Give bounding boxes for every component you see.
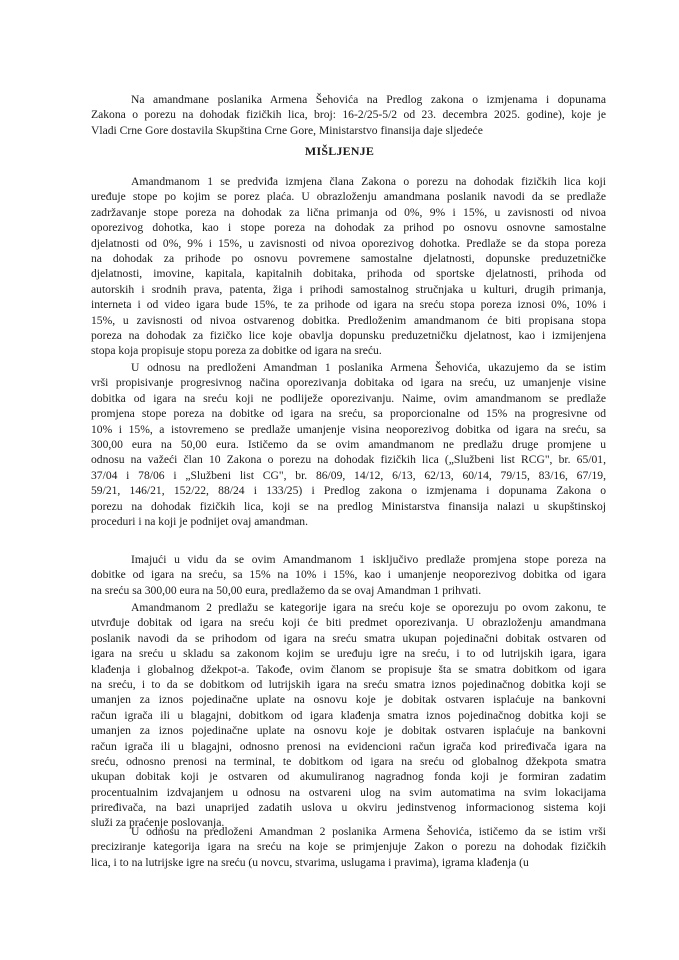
text-line: preciziranje kategorija igara na sreću na koje se primjenjuje Zakon o porezu na dohodak fizičkih bbox=[91, 840, 606, 854]
text-line: stopa koja propisuje stopu poreza za dobitke od igara na sreću. bbox=[91, 344, 382, 358]
text-line: Imajući u vidu da se ovim Amandmanom 1 isključivo predlaže promjena stope poreza na bbox=[131, 553, 606, 566]
document-title: MIŠLJENJE bbox=[304, 144, 375, 158]
text-line: ukupan dobitak koji je ostvaren od akumuliranog nagradnog fonda koji je formiran zadatim bbox=[91, 770, 606, 784]
text-line: procentualnim izdvajanjem u odnosu na ostvareni ulog na svim automatima na svim lokacijama bbox=[91, 785, 606, 799]
text-line: 15%, u zavisnosti od nivoa ostvarenog dobitka. Predloženim amandmanom će biti propisana stopa bbox=[91, 313, 606, 327]
text-line: promjena stope poreza na dobitke od igara na sreću, sa proporcionalne od 15% na progresivne od bbox=[91, 407, 606, 421]
text-line: autorskih i srodnih prava, patenta, žiga i prihodi samostalnog stručnjaka u kulturi, drugih primanja, bbox=[91, 282, 606, 296]
text-line: zadržavanje stope poreza na dohodak za lična primanja od 0%, 9% i 15%, u zavisnosti od nivoa bbox=[91, 205, 606, 219]
text-line: proceduri i na koji je podnijet ovaj amandman. bbox=[91, 514, 308, 528]
text-line: igara na sreću u skladu sa zakonom kojim se uređuju igre na sreću, i to od lutrijskih igara, igara bbox=[91, 647, 606, 661]
text-line: odnosu na važeći član 10 Zakona o porezu na dohodak fizičkih lica („Službeni list RCG", br. 65/01, bbox=[91, 453, 606, 467]
intro-paragraph bbox=[91, 92, 606, 138]
text-line: klađenja i globalnog džekpot-a. Takođe, ovim članom se propisuje šta se smatra dobitkom od igara bbox=[91, 662, 606, 676]
text-line: 300,00 eura na 50,00 eura. Ističemo da se ovim amandmanom ne predlažu druge promjene u bbox=[91, 437, 606, 451]
paragraph-amendment-1-conclusion bbox=[91, 552, 606, 598]
text-line: 10% i 15%, a istovremeno se predlaže umanjenje visina neoporezivog dobitka od igara na sreću, sa bbox=[91, 422, 606, 436]
text-line: sreću, odnosno prenosi na terminal, te dobitkom od igara na sreću od globalnog džekpota smatra bbox=[91, 754, 606, 768]
text-line: vrši propisivanje progresivnog načina oporezivanja dobitaka od igara na sreću, uz umanjenje visine bbox=[91, 376, 606, 390]
text-line: porezu na dohodak fizičkih lica, koji se na predlog Ministarstva finansija nalazi u skupštinskoj bbox=[91, 499, 606, 513]
text-line: dobitke od igara na sreću, sa 15% na 10% i 15%, kao i umanjenje neoporezivog dobitka od igara bbox=[91, 568, 606, 582]
text-line: račun igrača ili u blagajni, odnosno prenosi na evidencioni račun igrača kod priređivača igara na bbox=[91, 739, 606, 753]
text-line: poreza na dohodak za fizičko lice koje obavlja dopunsku preduzetničku djelatnost, kao i izmijenjena bbox=[91, 328, 606, 342]
text-line: U odnosu na predloženi Amandman 2 poslanika Armena Šehovića, ističemo da se istim vrši bbox=[131, 825, 606, 838]
paragraph-amendment-1-analysis bbox=[91, 360, 606, 529]
text-line: na sreću, i to da se dobitkom od lutrijskih igara na sreću smatra iznos pojedinačnog dobitka koji se bbox=[91, 677, 606, 691]
text-line: umanjen za iznos pojedinačne uplate na osnovu koje je dobitak ostvaren isplaćuje na bankovni bbox=[91, 724, 606, 738]
text-line: dobitka od igara na sreću koji ne podliježe oporezivanju. Naime, ovim amandmanom se predlaže bbox=[91, 391, 606, 405]
text-line: 59/21, 146/21, 152/22, 88/24 i 133/25) i Predlog zakona o izmjenama i dopunama Zakona o bbox=[91, 484, 606, 498]
paragraph-amendment-2-description bbox=[91, 600, 606, 831]
text-line: račun igrača ili u blagajni, dobitkom od igara klađenja smatra iznos pojedinačnog dobitka koji se bbox=[91, 708, 606, 722]
text-line: U odnosu na predloženi Amandman 1 poslanika Armena Šehovića, ukazujemo da se istim bbox=[131, 361, 606, 374]
text-line: Na amandmane poslanika Armena Šehovića na Predlog zakona o izmjenama i dopunama bbox=[131, 93, 606, 106]
text-line: interneta i od video igara bude 15%, te za prihode od igara na sreću stopa poreza iznosi 0%, 10% i bbox=[91, 298, 606, 312]
paragraph-amendment-2-analysis bbox=[91, 824, 606, 870]
text-line: Amandmanom 2 predlažu se kategorije igara na sreću koje se oporezuju po ovom zakonu, te bbox=[131, 601, 606, 614]
text-line: Zakona o porezu na dohodak fizičkih lica, broj: 16-2/25-5/2 od 23. decembra 2025. godine), koje je bbox=[91, 108, 606, 122]
text-line: utvrđuje dobitak od igara na sreću koji će biti predmet oporezivanja. U obrazloženju amandmana bbox=[91, 616, 606, 630]
text-line: djelatnosti, imovine, kapitala, kapitalnih dobitaka, prihoda od sportske djelatnosti, prihoda od bbox=[91, 267, 606, 281]
text-line: umanjen za iznos pojedinačne uplate na osnovu koje je dobitak ostvaren isplaćuje na bankovni bbox=[91, 693, 606, 707]
text-line: lica, i to na lutrijske igre na sreću (u novcu, stvarima, uslugama i pravima), igrama klađenja (u bbox=[91, 855, 529, 869]
text-line: oporezivog dohotka, kao i stope poreza na dohodak za prihod po osnovu osnovne samostalne bbox=[91, 221, 606, 235]
text-line: služi za praćenje poslovanja. bbox=[91, 816, 225, 830]
text-line: na sreću sa 300,00 eura na 50,00 eura, predlažemo da se ovaj Amandman 1 prihvati. bbox=[91, 583, 482, 597]
text-line: 37/04 i 78/06 i „Službeni list CG", br. 86/09, 14/12, 6/13, 62/13, 60/14, 79/15, 83/16, 67/19, bbox=[91, 468, 606, 482]
text-line: Vladi Crne Gore dostavila Skupština Crne Gore, Ministarstvo finansija daje sljedeće bbox=[91, 123, 483, 137]
text-line: priređivača, na bazi unaprijed zadatih uslova u okviru jedinstvenog informacionog sistema koji bbox=[91, 801, 606, 815]
text-line: poslanik navodi da se prihodom od igara na sreću smatra ukupan pojedinačni dobitak ostvaren od bbox=[91, 631, 606, 645]
text-line: djelatnosti od 0%, 9% i 15%, u zavisnosti od nivoa oporezivog dohotka. Predlaže se da stopa poreza bbox=[91, 236, 606, 250]
text-line: Amandmanom 1 se predviđa izmjena člana Zakona o porezu na dohodak fizičkih lica koji bbox=[131, 175, 606, 188]
text-line: na dohodak za prihode po osnovu povremene samostalne djelatnosti, dopunske preduzetničke bbox=[91, 251, 606, 265]
paragraph-amendment-1-description bbox=[91, 174, 606, 359]
text-line: uređuje stope po kojim se porez plaća. U obrazloženju amandmana poslanik navodi da se predlaže bbox=[91, 190, 606, 204]
